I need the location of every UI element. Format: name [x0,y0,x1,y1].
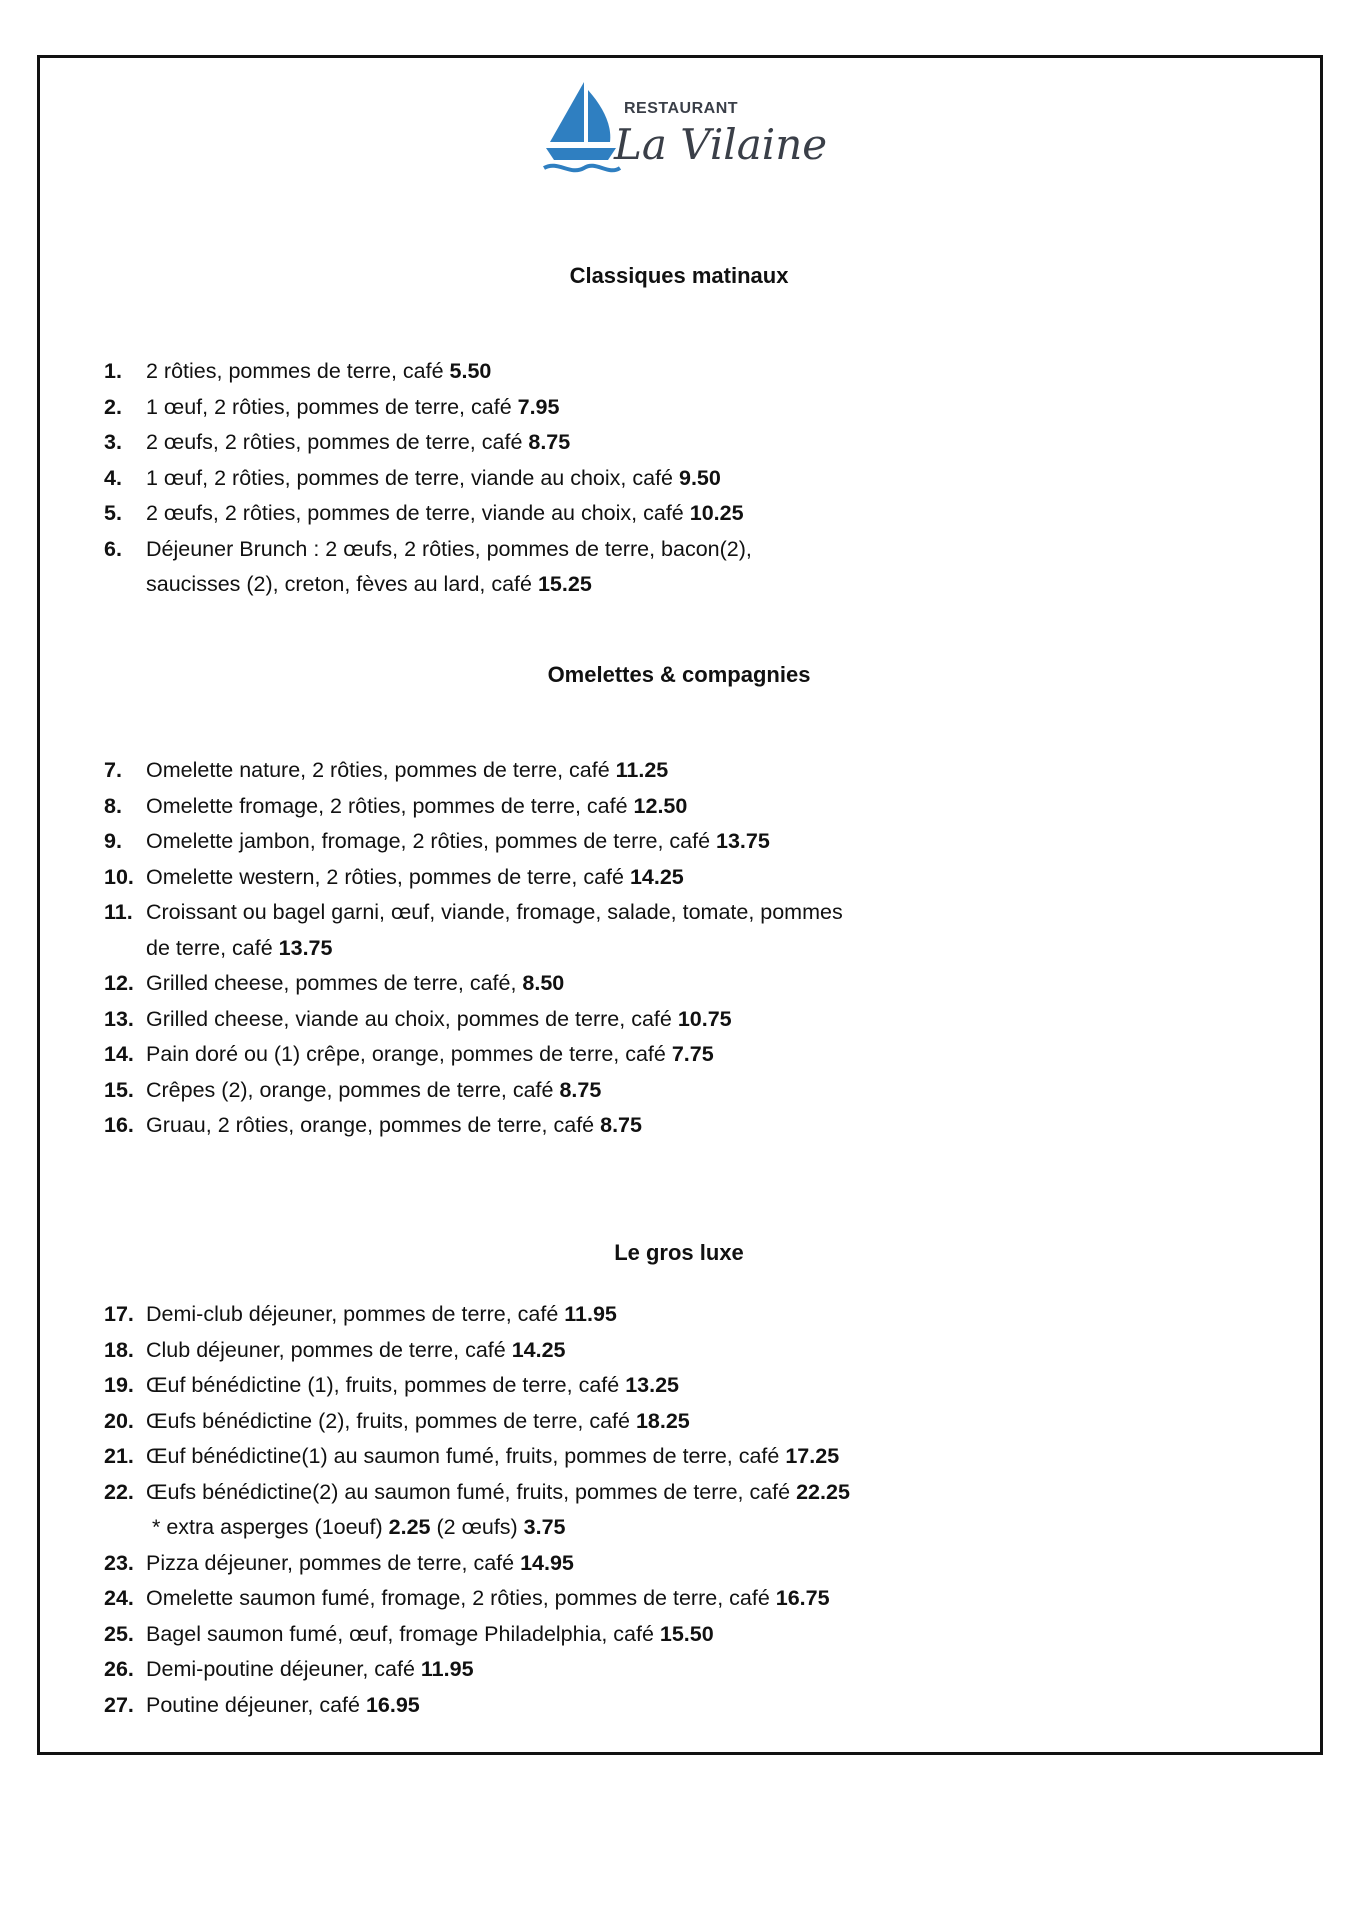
price: 9.50 [678,465,721,490]
menu-item: 23. Pizza déjeuner, pommes de terre, café 14.95 [104,1550,574,1575]
menu-item: 6. Déjeuner Brunch : 2 œufs, 2 rôties, pommes de terre, bacon(2), saucisses (2), creton, fèves au lard, café 15.25 [104,536,752,596]
price: 8.50 [522,971,565,995]
section-title-gros-luxe: Le gros luxe [614,1240,744,1265]
menu-item: 18. Club déjeuner, pommes de terre, café 14.25 [104,1337,566,1362]
price: 13.75 [716,829,770,853]
price: 13.75 [278,935,333,960]
menu-item: 25. Bagel saumon fumé, œuf, fromage Philadelphia, café 15.50 [104,1621,714,1646]
menu-item: 5. 2 œufs, 2 rôties, pommes de terre, viande au choix, café 10.25 [104,501,744,525]
menu-item: 13. Grilled cheese, viande au choix, pommes de terre, café 10.75 [104,1006,732,1031]
price: 10.75 [677,1006,732,1031]
sailboat-icon [542,80,622,180]
price: 11.95 [564,1302,617,1326]
price: 15.25 [537,572,592,596]
price: 11.25 [615,758,669,782]
menu-item: 22. Œufs bénédictine(2) au saumon fumé, fruits, pommes de terre, café 22.25 * extra asperges (1oeuf) 2.25 (2 œufs) 3.75 [104,1475,1254,1546]
menu-item: 8. Omelette fromage, 2 rôties, pommes de terre, café 12.50 [104,793,688,818]
menu-item: 21. Œuf bénédictine(1) au saumon fumé, fruits, pommes de terre, café 17.25 [104,1444,840,1468]
price: 8.75 [559,1077,602,1102]
price: 14.25 [511,1337,566,1362]
menu-item: 12. Grilled cheese, pommes de terre, café, 8.50 [104,971,565,995]
price: 13.25 [625,1373,679,1397]
section-title-classiques: Classiques matinaux [569,263,789,288]
price: 8.75 [600,1113,642,1137]
menu-list-gros-luxe [104,1297,1254,1723]
logo-line-name: La Vilaine [614,120,828,169]
section-title-omelettes: Omelettes & compagnies [547,662,811,687]
restaurant-logo [542,80,832,180]
price: 7.75 [671,1042,714,1066]
menu-item: 27. Poutine déjeuner, café 16.95 [104,1692,420,1717]
menu-item: 17. Demi-club déjeuner, pommes de terre, café 11.95 [104,1302,617,1326]
price: 12.50 [633,793,688,818]
price: 22.25 [796,1479,850,1504]
menu-item: 20. Œufs bénédictine (2), fruits, pommes de terre, café 18.25 [104,1408,690,1433]
menu-item: 1. 2 rôties, pommes de terre, café 5.50 [104,359,492,383]
menu-list-omelettes [104,753,1254,1144]
price: 5.50 [449,359,492,383]
price: 14.25 [629,864,684,889]
menu-item: 26. Demi-poutine déjeuner, café 11.95 [104,1657,474,1681]
menu-item: 14. Pain doré ou (1) crêpe, orange, pommes de terre, café 7.75 [104,1042,714,1066]
price: 11.95 [420,1657,474,1681]
price: 18.25 [635,1408,690,1433]
menu-item: 16. Gruau, 2 rôties, orange, pommes de terre, café 8.75 [104,1113,642,1137]
menu-item: 15. Crêpes (2), orange, pommes de terre, café 8.75 [104,1077,602,1102]
price: 16.95 [365,1692,420,1717]
price: 16.75 [775,1586,830,1610]
menu-item: 2. 1 œuf, 2 rôties, pommes de terre, café 7.95 [104,394,560,419]
menu-item: 9. Omelette jambon, fromage, 2 rôties, pommes de terre, café 13.75 [104,829,770,853]
menu-item: 11. Croissant ou bagel garni, œuf, viande, fromage, salade, tomate, pommes de terre, café 13.75 [104,900,843,960]
menu-item: 24. Omelette saumon fumé, fromage, 2 rôties, pommes de terre, café 16.75 [104,1586,830,1610]
menu-item: 4. 1 œuf, 2 rôties, pommes de terre, viande au choix, café 9.50 [104,465,721,490]
price: 15.50 [659,1621,714,1646]
menu-item: 10. Omelette western, 2 rôties, pommes de terre, café 14.25 [104,864,684,889]
menu-list-classiques [104,354,1254,603]
extra-asperges-note: * extra asperges (1oeuf) 2.25 (2 œufs) 3.75 [152,1515,566,1539]
menu-item: 19. Œuf bénédictine (1), fruits, pommes de terre, café 13.25 [104,1373,679,1397]
price: 17.25 [785,1444,840,1468]
price: 8.75 [528,430,571,454]
price: 10.25 [689,501,744,525]
menu-item: 7. Omelette nature, 2 rôties, pommes de terre, café 11.25 [104,758,669,782]
logo-line-restaurant: RESTAURANT [624,100,739,117]
price: 7.95 [517,394,560,419]
price: 14.95 [520,1550,574,1575]
menu-item: 3. 2 œufs, 2 rôties, pommes de terre, café 8.75 [104,430,571,454]
